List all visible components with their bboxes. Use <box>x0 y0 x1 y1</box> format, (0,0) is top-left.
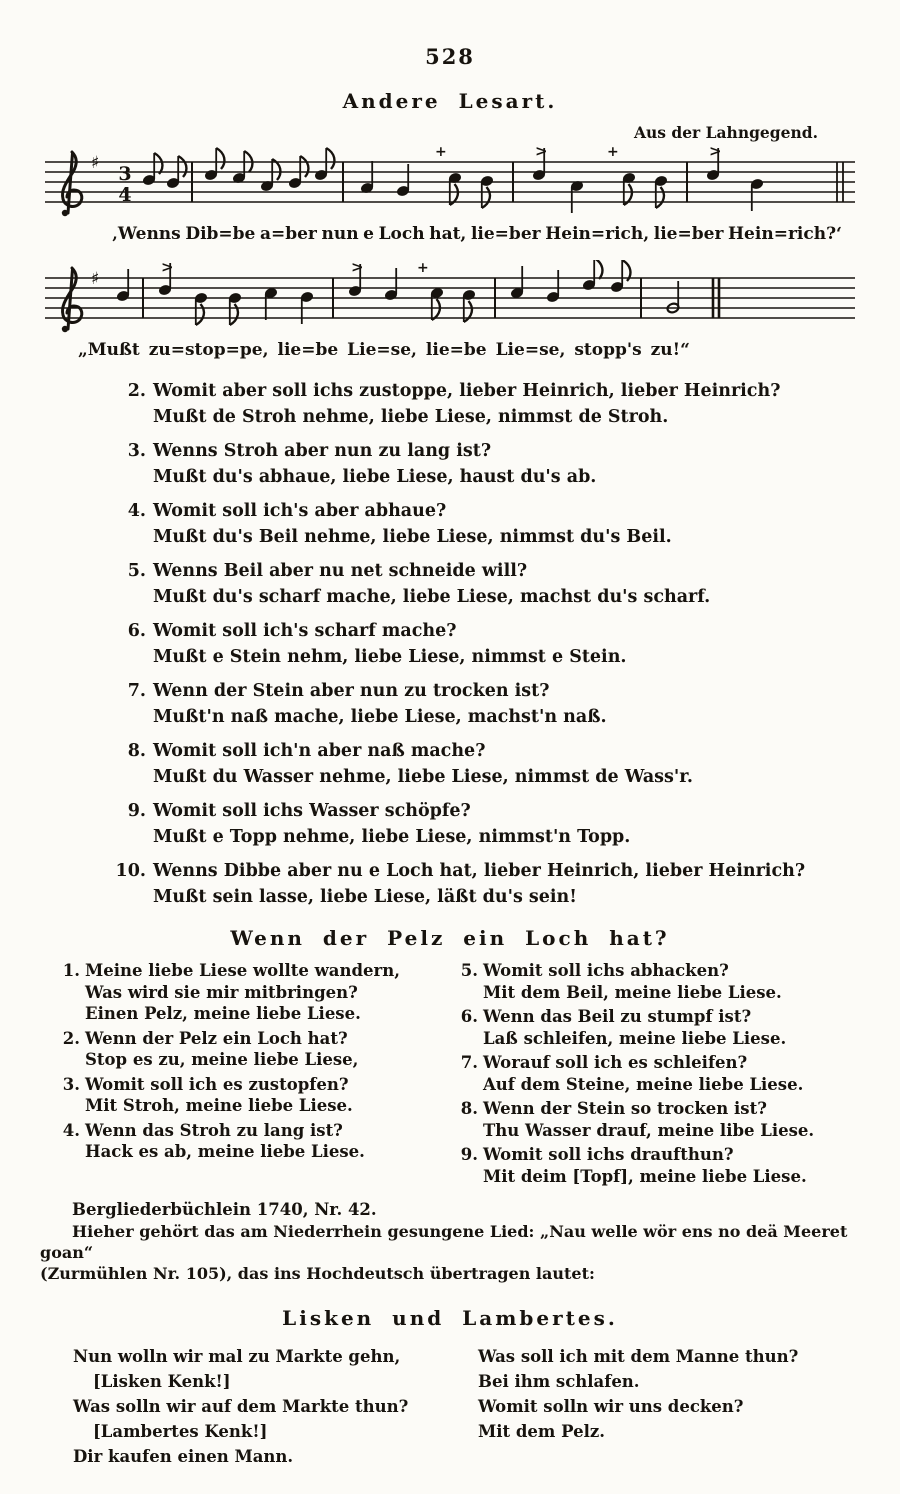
verse-line: Mußt e Topp nehme, liebe Liese, nimmst'n Topp. <box>153 827 631 847</box>
verse-line: Mußt sein lasse, liebe Liese, läßt du's sein! <box>153 887 577 907</box>
verse-line: Mußt'n naß mache, liebe Liese, machst'n naß. <box>153 707 607 727</box>
note-glyph <box>546 270 559 303</box>
music-staff-2 <box>45 260 855 338</box>
verse-line: Womit soll ichs Wasser schöpfe? <box>153 801 471 821</box>
note-glyph <box>430 287 443 320</box>
lyric-syllable: lie=ber <box>653 224 724 244</box>
editorial-note-line: (Zurmühlen Nr. 105), das ins Hochdeutsch übertragen lautet: <box>40 1264 595 1283</box>
verse-line: Dir kaufen einen Mann. <box>73 1447 294 1466</box>
verse-line: [Lisken Kenk!] <box>93 1372 231 1391</box>
verse-number: 4. <box>127 501 146 521</box>
note-glyph <box>448 172 461 205</box>
editorial-note-line: Hieher gehört das am Niederrhein gesungene Lied: „Nau welle wör ens no deä Meeret goan“ <box>40 1222 848 1262</box>
lyric-syllable: zu=stop=pe, <box>148 340 269 360</box>
verse-stanza <box>454 1098 900 1141</box>
verse-line: Mußt de Stroh nehme, liebe Liese, nimmst de Stroh. <box>153 407 669 427</box>
verse-number: 5. <box>460 961 478 980</box>
verse-stanza <box>110 438 840 490</box>
verse-line: Wenn der Stein so trocken ist? <box>483 1099 767 1118</box>
verse-number: 10. <box>115 861 146 881</box>
note-glyph <box>384 268 397 301</box>
verse-number: 7. <box>127 681 146 701</box>
verse-line: Womit soll ich es zustopfen? <box>85 1074 349 1094</box>
page-number: 528 <box>425 44 475 69</box>
verse-line: Auf dem Steine, meine liebe Liese. <box>483 1074 804 1094</box>
time-signature: 3 <box>118 163 132 185</box>
source-attribution: Aus der Lahngegend. <box>633 123 818 142</box>
verse-line: Mußt du's scharf mache, liebe Liese, machst du's scharf. <box>153 587 711 607</box>
verse-number: 4. <box>62 1120 80 1140</box>
song1-verses <box>110 378 840 910</box>
source-citation: Bergliederbüchlein 1740, Nr. 42. <box>72 1200 377 1219</box>
verse-line: Mit deim [Topf], meine liebe Liese. <box>483 1166 807 1186</box>
verse-line: Was solln wir auf dem Markte thun? <box>73 1397 409 1416</box>
verse-line: Wenns Beil aber nu net schneide will? <box>153 561 528 581</box>
verse-stanza <box>110 498 840 550</box>
note-glyph <box>582 260 602 291</box>
lyric-syllable: Lie=se, <box>495 340 566 360</box>
lyric-syllable: „Mußt <box>78 340 140 360</box>
verse-stanza <box>454 1052 900 1095</box>
verse-stanza <box>56 1028 454 1071</box>
note-glyph <box>314 148 334 181</box>
staff-lyrics-2 <box>78 340 690 360</box>
breath-mark: + <box>435 144 447 160</box>
verse-line: Wenn der Stein aber nun zu trocken ist? <box>153 681 550 701</box>
verse-line: Mit Stroh, meine liebe Liese. <box>85 1096 353 1115</box>
verse-line: Womit solln wir uns decken? <box>478 1397 744 1416</box>
verse-line: Einen Pelz, meine liebe Liese. <box>85 1004 361 1023</box>
verse-line: Mußt e Stein nehm, liebe Liese, nimmst e Stein. <box>153 647 627 667</box>
verse-line: Mußt du Wasser nehme, liebe Liese, nimmst de Wass'r. <box>153 767 693 787</box>
verse-stanza <box>110 858 840 910</box>
music-staff-1 <box>45 144 855 222</box>
verse-number: 1. <box>62 961 80 980</box>
verse-line: Womit soll ichs abhacken? <box>483 961 729 980</box>
verse-number: 3. <box>62 1074 80 1094</box>
verse-number: 9. <box>460 1145 478 1164</box>
breath-mark: + <box>607 144 619 160</box>
lyric-syllable: Dib=be <box>185 224 256 244</box>
editorial-note <box>40 1221 870 1284</box>
verse-line: Stop es zu, meine liebe Liese, <box>85 1050 359 1069</box>
song1-title: Andere Lesart. <box>342 89 558 113</box>
music-system-2 <box>45 260 855 338</box>
note-glyph <box>510 266 523 299</box>
lyric-syllable: Loch <box>378 224 425 244</box>
verse-number: 2. <box>62 1028 80 1048</box>
lyric-syllable: e <box>363 224 374 244</box>
lyric-syllable: a=ber <box>259 224 317 244</box>
verse-stanza <box>454 1006 900 1049</box>
note-glyph <box>462 289 475 322</box>
verse-line: Womit aber soll ichs zustoppe, lieber Heinrich, lieber Heinrich? <box>153 381 781 401</box>
accent-mark: > <box>709 144 722 160</box>
song3-left-column <box>73 1344 478 1469</box>
verse-number: 6. <box>460 1007 478 1026</box>
lyric-syllable: lie=be <box>425 340 487 360</box>
verse-stanza <box>110 558 840 610</box>
verse-number: 9. <box>127 801 146 821</box>
verse-stanza <box>56 960 454 1025</box>
verse-line: Worauf soll ich es schleifen? <box>483 1053 748 1072</box>
lyric-syllable: Lie=se, <box>347 340 417 360</box>
verse-number: 8. <box>127 741 146 761</box>
sharp-icon: ♯ <box>91 153 100 173</box>
verse-stanza <box>454 1144 900 1187</box>
song3-columns <box>0 1344 900 1469</box>
accent-mark: > <box>351 260 364 276</box>
lyric-syllable: Hein=rich?‘ <box>728 224 842 244</box>
verse-line: Nun wolln wir mal zu Markte gehn, <box>73 1347 401 1366</box>
verse-line: Hack es ab, meine liebe Liese. <box>85 1142 365 1161</box>
verse-line: Thu Wasser drauf, meine libe Liese. <box>483 1120 815 1140</box>
verse-number: 3. <box>127 441 146 461</box>
song2-right-column <box>454 960 900 1190</box>
verse-line: Wenn der Pelz ein Loch hat? <box>85 1028 348 1048</box>
time-signature: 4 <box>118 184 132 206</box>
verse-line: Mußt du's Beil nehme, liebe Liese, nimmst du's Beil. <box>153 527 672 547</box>
accent-mark: > <box>161 260 174 276</box>
verse-stanza <box>110 738 840 790</box>
verse-line: Mit dem Pelz. <box>478 1422 605 1441</box>
sharp-icon: ♯ <box>91 269 100 289</box>
verse-number: 8. <box>460 1099 478 1118</box>
verse-line: Womit soll ich's aber abhaue? <box>153 501 447 521</box>
verse-line: Womit soll ich's scharf mache? <box>153 621 457 641</box>
note-glyph <box>264 287 277 320</box>
note-glyph <box>204 148 224 181</box>
song2-title: Wenn der Pelz ein Loch hat? <box>230 926 670 950</box>
verse-line: Was soll ich mit dem Manne thun? <box>478 1347 799 1366</box>
note-glyph <box>570 180 583 213</box>
verse-line: Womit soll ichs draufthun? <box>483 1145 734 1164</box>
song2-verse-columns <box>0 960 900 1190</box>
note-glyph <box>260 159 280 192</box>
verse-stanza <box>110 378 840 430</box>
song2-left-column <box>56 960 454 1190</box>
verse-line: [Lambertes Kenk!] <box>93 1422 268 1441</box>
staff-lyrics-1 <box>112 224 842 244</box>
note-glyph <box>360 161 373 194</box>
lyric-syllable: lie=ber <box>470 224 541 244</box>
verse-line: Wenn das Stroh zu lang ist? <box>85 1120 343 1140</box>
verse-number: 2. <box>127 381 146 401</box>
note-glyph <box>750 178 763 211</box>
lyric-syllable: Hein=rich, <box>545 224 650 244</box>
note-glyph <box>232 151 252 184</box>
note-glyph <box>622 172 635 205</box>
song3-right-column <box>478 1344 900 1469</box>
lyric-syllable: stopp's <box>574 340 642 360</box>
accent-mark: > <box>535 144 548 160</box>
verse-number: 7. <box>460 1053 478 1072</box>
song3-title: Lisken und Lambertes. <box>282 1306 618 1330</box>
lyric-syllable: lie=be <box>277 340 339 360</box>
lyric-syllable: zu!“ <box>650 340 690 360</box>
verse-number: 6. <box>127 621 146 641</box>
lyric-syllable: ‚Wenns <box>112 224 181 244</box>
verse-line: Bei ihm schlafen. <box>478 1372 640 1391</box>
verse-line: Wenns Dibbe aber nu e Loch hat, lieber Heinrich, lieber Heinrich? <box>153 861 806 881</box>
verse-line: Mußt du's abhaue, liebe Liese, haust du's ab. <box>153 467 597 487</box>
verse-line: Wenn das Beil zu stumpf ist? <box>483 1007 752 1026</box>
note-glyph <box>396 164 409 197</box>
verse-number: 5. <box>127 561 146 581</box>
note-glyph <box>116 269 129 302</box>
verse-line: Meine liebe Liese wollte wandern, <box>85 961 400 980</box>
verse-stanza <box>56 1120 454 1163</box>
verse-stanza <box>110 618 840 670</box>
verse-line: Laß schleifen, meine liebe Liese. <box>483 1028 787 1048</box>
lyric-syllable: hat, <box>429 224 467 244</box>
verse-stanza <box>110 678 840 730</box>
verse-stanza <box>454 960 900 1003</box>
verse-line: Wenns Stroh aber nun zu lang ist? <box>153 441 492 461</box>
verse-stanza <box>110 798 840 850</box>
note-glyph <box>142 153 162 186</box>
breath-mark: + <box>417 260 429 276</box>
verse-line: Womit soll ich'n aber naß mache? <box>153 741 486 761</box>
verse-line: Was wird sie mir mitbringen? <box>85 982 358 1002</box>
verse-line: Mit dem Beil, meine liebe Liese. <box>483 982 782 1002</box>
verse-stanza <box>56 1074 454 1117</box>
lyric-syllable: nun <box>321 224 359 244</box>
music-system-1 <box>45 144 855 222</box>
